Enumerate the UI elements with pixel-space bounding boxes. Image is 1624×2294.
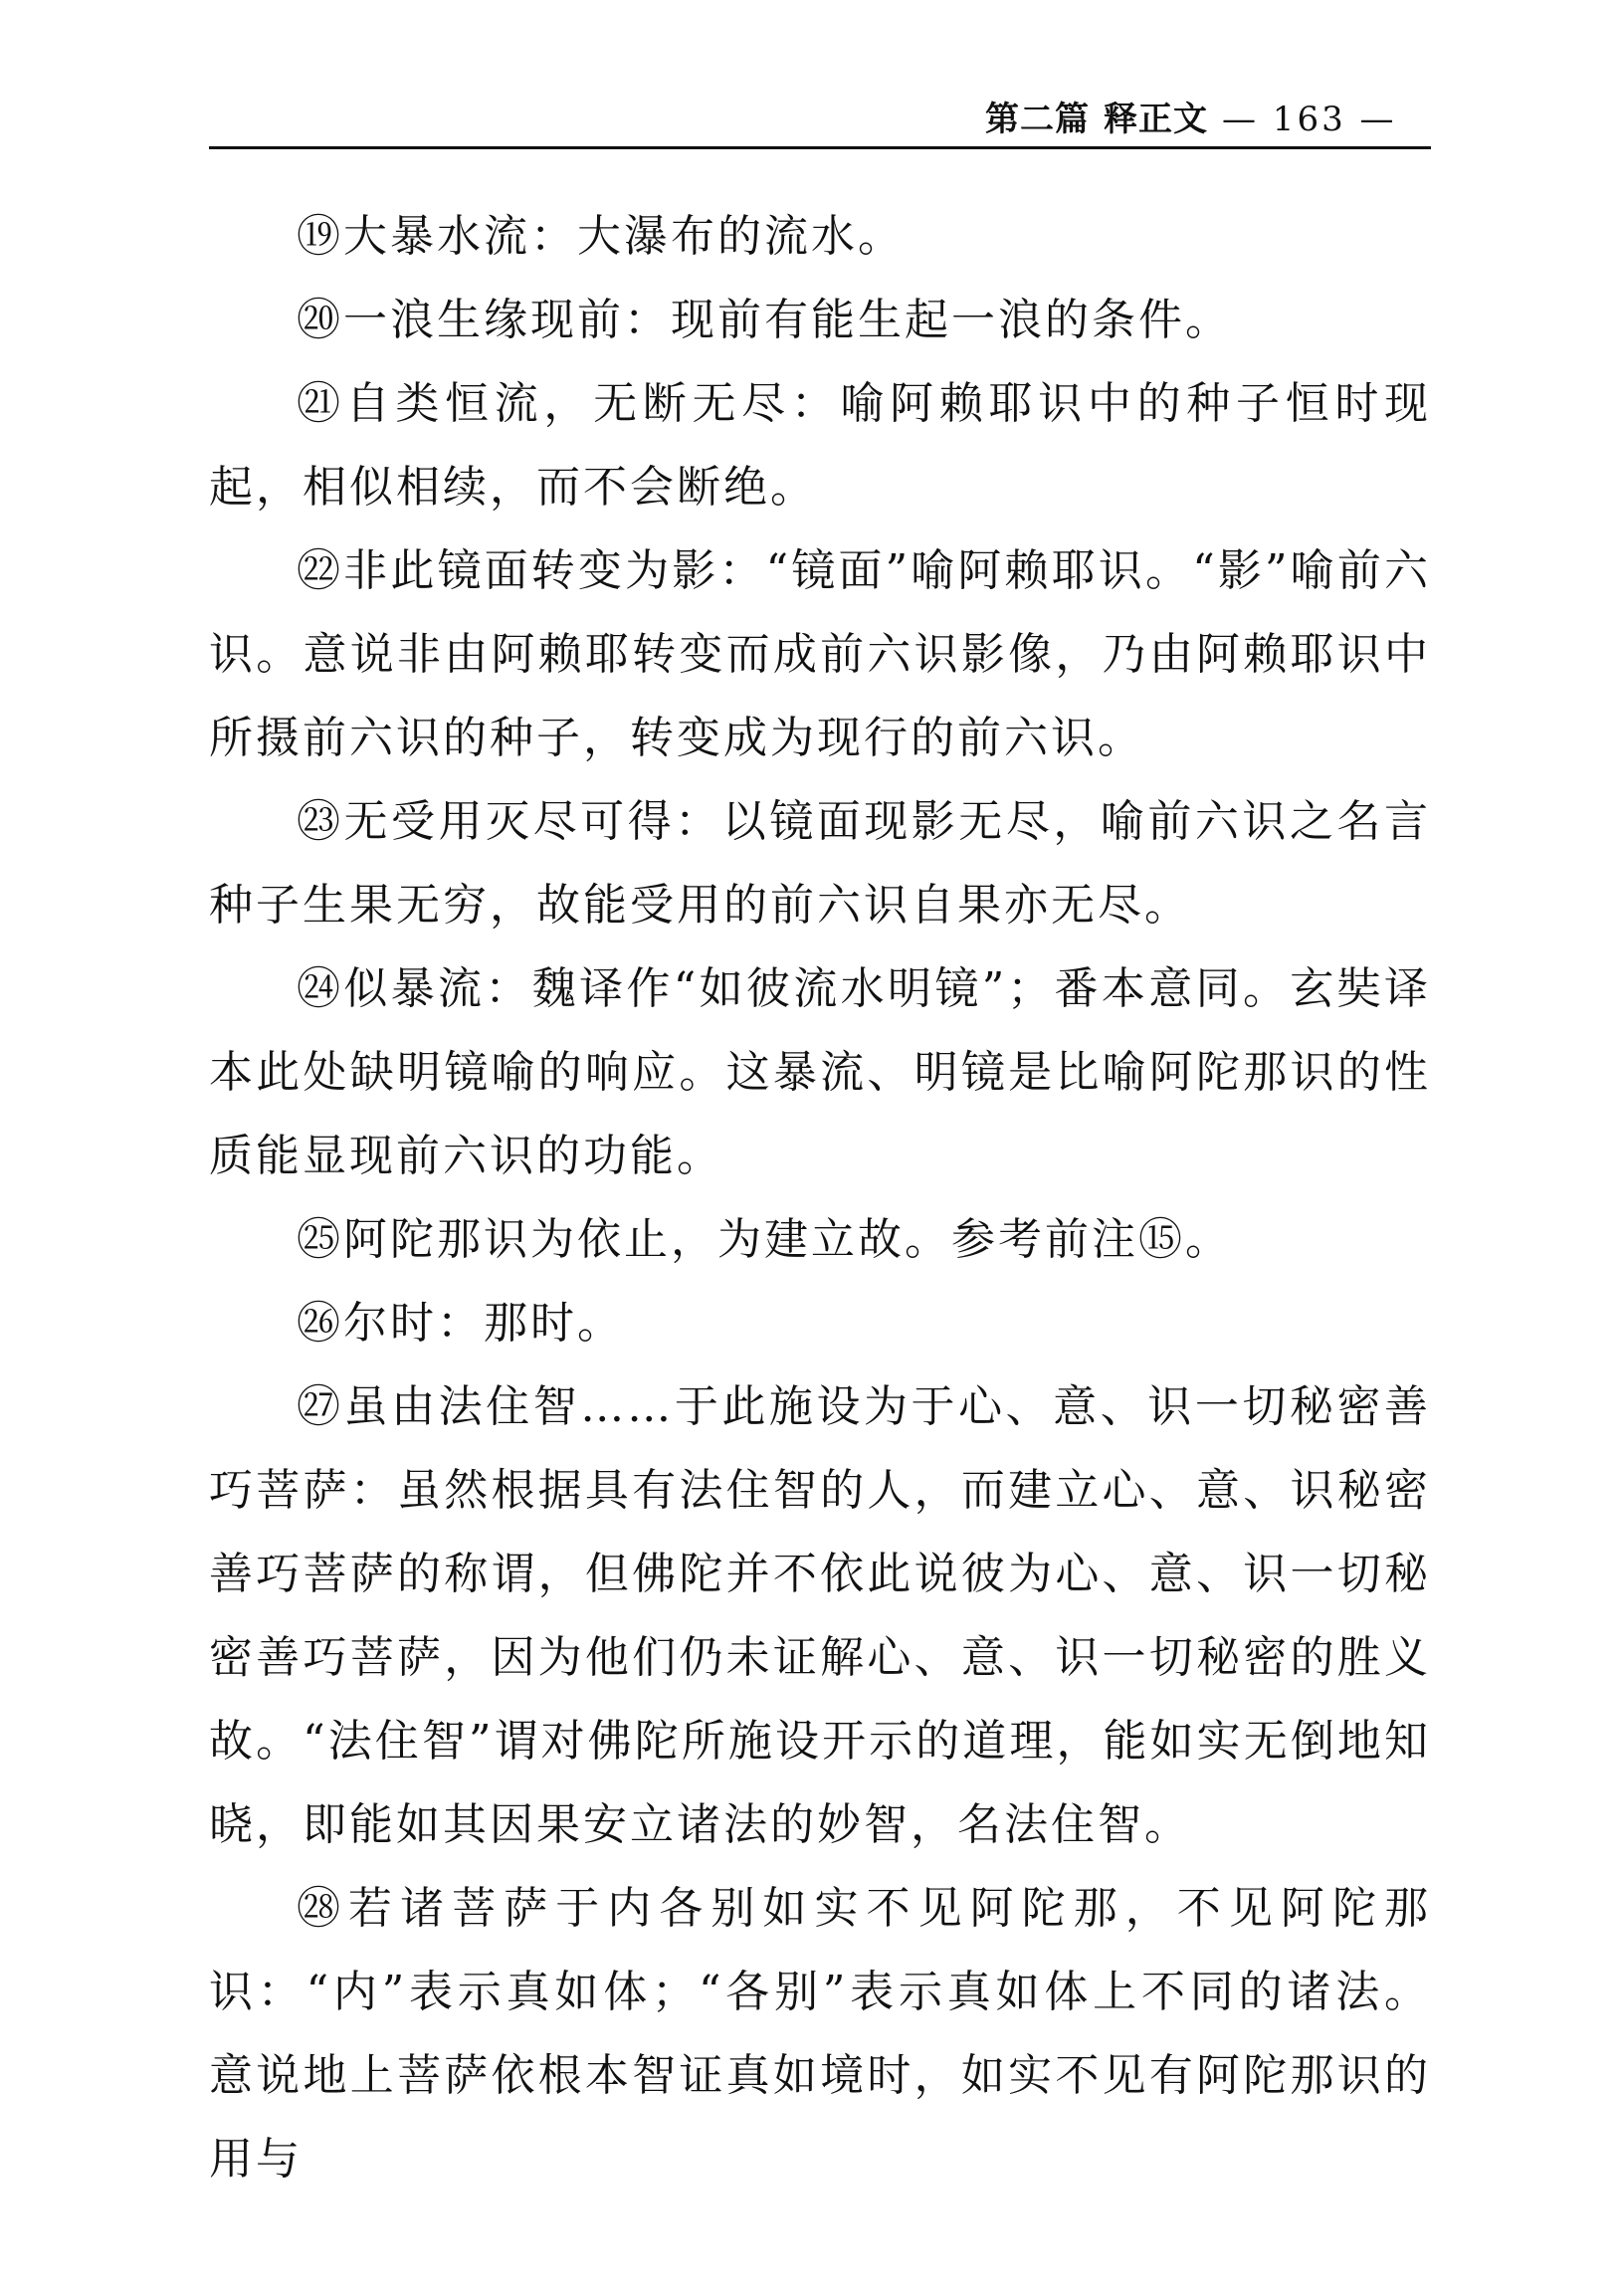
note-20: ⑳一浪生缘现前：现前有能生起一浪的条件。 <box>297 295 1232 345</box>
chapter-label: 释正文 <box>1104 100 1208 139</box>
running-head <box>985 96 1421 143</box>
note-19: ⑲大暴水流：大瀑布的流水。 <box>297 211 905 262</box>
note-25: ㉕阿陀那识为依止，为建立故。参考前注⑮。 <box>297 1214 1232 1265</box>
header-rule <box>209 146 1431 149</box>
note-24: ㉔似暴流：魏译作“如彼流水明镜”；番本意同。玄奘译本此处缺明镜喻的响应。这暴流、明镜是比喻阿陀那识的性质能显现前六识的功能。 <box>209 963 1431 1181</box>
page-number: — 163 — <box>1222 100 1397 139</box>
note-23: ㉓无受用灭尽可得：以镜面现影无尽，喻前六识之名言种子生果无穷，故能受用的前六识自果亦无尽。 <box>209 796 1431 931</box>
note-22: ㉒非此镜面转变为影：“镜面”喻阿赖耶识。“影”喻前六识。意说非由阿赖耶转变而成前六识影像，乃由阿赖耶识中所摄前六识的种子，转变成为现行的前六识。 <box>209 545 1431 763</box>
notes-body <box>209 195 1431 2201</box>
note-27: ㉗虽由法住智……于此施设为于心、意、识一切秘密善巧菩萨：虽然根据具有法住智的人，而建立心、意、识秘密善巧菩萨的称谓，但佛陀并不依此说彼为心、意、识一切秘密善巧菩萨，因为他们仍未证解心、意、识一切秘密的胜义故。“法住智”谓对佛陀所施设开示的道理，能如实无倒地知晓，即能如其因果安立诸法的妙智，名法住智。 <box>209 1381 1431 1850</box>
note-21: ㉑自类恒流，无断无尽：喻阿赖耶识中的种子恒时现起，相似相续，而不会断绝。 <box>209 378 1431 513</box>
note-26: ㉖尔时：那时。 <box>297 1298 624 1349</box>
note-28: ㉘若诸菩萨于内各别如实不见阿陀那，不见阿陀那识：“内”表示真如体；“各别”表示真如体上不同的诸法。意说地上菩萨依根本智证真如境时，如实不见有阿陀那识的用与 <box>209 1883 1431 2185</box>
section-label: 第二篇 <box>985 100 1090 139</box>
